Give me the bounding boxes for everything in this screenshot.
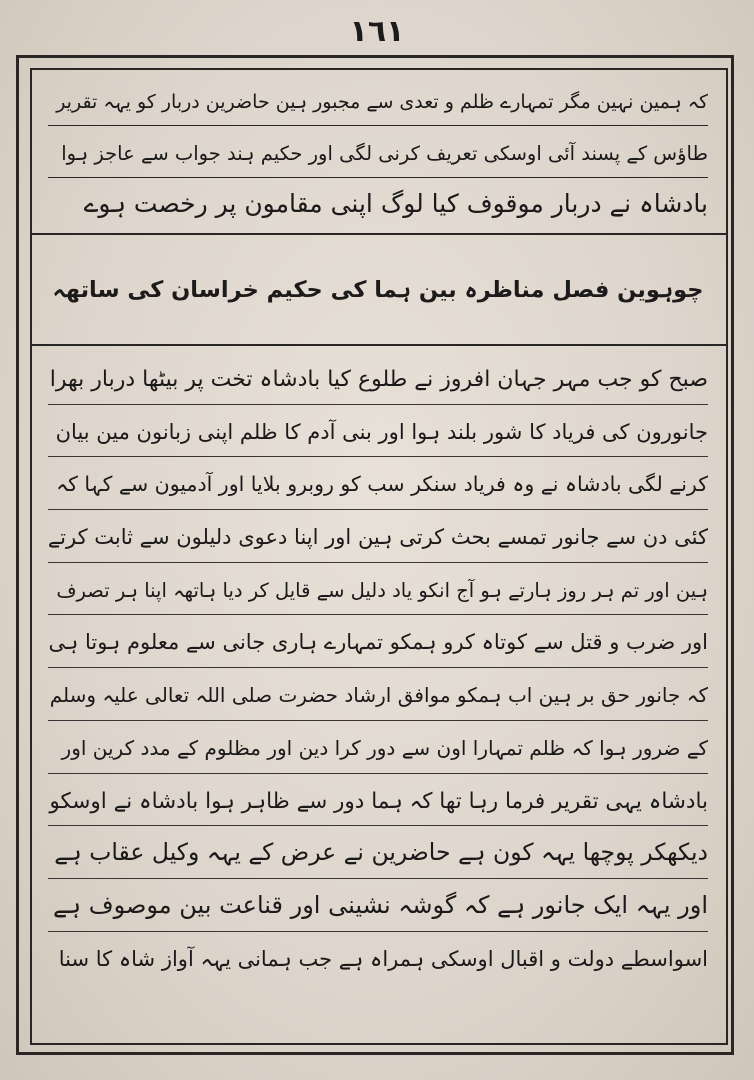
text-line — [48, 932, 708, 985]
text-line — [48, 721, 708, 774]
text-line — [48, 405, 708, 458]
text-line — [48, 510, 708, 563]
text-line-content: جانورون کی فریاد کا شور بلند ہوا اور بنی آدم کا ظلم اپنی زبانون مین بیان — [55, 419, 708, 444]
section-heading: چوہوین فصل مناظرہ بین ہما کی حکیم خراسان کی ساتھہ — [52, 277, 704, 303]
text-line — [48, 563, 708, 616]
text-line-content: ہین اور تم ہر روز ہارتے ہو آج انکو یاد دلیل سے قایل کر دیا ہاتھہ اپنا ہر تصرف — [56, 578, 708, 602]
text-line — [48, 352, 708, 405]
text-line-content: کہ جانور حق بر ہین اب ہمکو موافق ارشاد حضرت صلی اللہ تعالی علیہ وسلم — [49, 683, 708, 708]
top-paragraph — [48, 74, 708, 234]
text-line — [48, 457, 708, 510]
heading-top-rule — [30, 233, 728, 235]
text-line — [48, 74, 708, 126]
text-line-content: اور یہہ ایک جانور ہے کہ گوشہ نشینی اور قناعت بین موصوف ہے — [52, 890, 708, 919]
text-line-content: طاؤس کے پسند آئی اوسکی تعریف کرنی لگی اور حکیم ہند جواب سے عاجز ہوا — [61, 142, 708, 165]
text-line — [48, 615, 708, 668]
body-paragraph — [48, 352, 708, 1042]
text-line-content: اور ضرب و قتل سے کوتاہ کرو ہمکو تمہارے ہاری جانی سے معلوم ہوتا ہی — [48, 630, 708, 655]
text-line-content: بادشاہ یہی تقریر فرما رہا تھا کہ ہما دور سے ظاہر ہوا بادشاہ نے اوسکو — [49, 788, 708, 814]
text-line-content: کئی دن سے جانور تمسے بحث کرتی ہین اور اپنا دعوی دلیلون سے ثابت کرتے — [48, 525, 708, 550]
text-line-content: کہ ہمین نہین مگر تمہارے ظلم و تعدی سے مجبور ہین حاضرین دربار کو یہہ تقریر — [56, 91, 708, 113]
text-line-content: کے ضرور ہوا کہ ظلم تمہارا اون سے دور کرا دین اور مظلوم کے مدد کرین اور — [61, 735, 708, 760]
text-line — [48, 774, 708, 827]
text-line — [48, 879, 708, 932]
text-line — [48, 126, 708, 178]
text-line-content: کرنے لگی بادشاہ نے وہ فریاد سنکر سب کو روبرو بلایا اور آدمیون سے کہا کہ — [56, 472, 708, 497]
page-number: ۱٦۱ — [349, 14, 405, 49]
text-line-content: اسواسطے دولت و اقبال اوسکی ہمراہ ہے جب ہمانی یہہ آواز شاہ کا سنا — [58, 946, 708, 971]
text-line-content: صبح کو جب مہر جہان افروز نے طلوع کیا بادشاہ تخت پر بیٹھا دربار بھرا — [49, 367, 708, 392]
text-line — [48, 826, 708, 879]
text-line — [48, 178, 708, 230]
text-line-content: بادشاہ نے دربار موقوف کیا لوگ اپنی مقامون پر رخصت ہوے — [83, 189, 708, 218]
heading-bottom-rule — [30, 344, 728, 346]
text-line-content: دیکھکر پوچھا یہہ کون ہے حاضرین نے عرض کے یہہ وکیل عقاب ہے — [54, 838, 708, 867]
text-line — [48, 668, 708, 721]
